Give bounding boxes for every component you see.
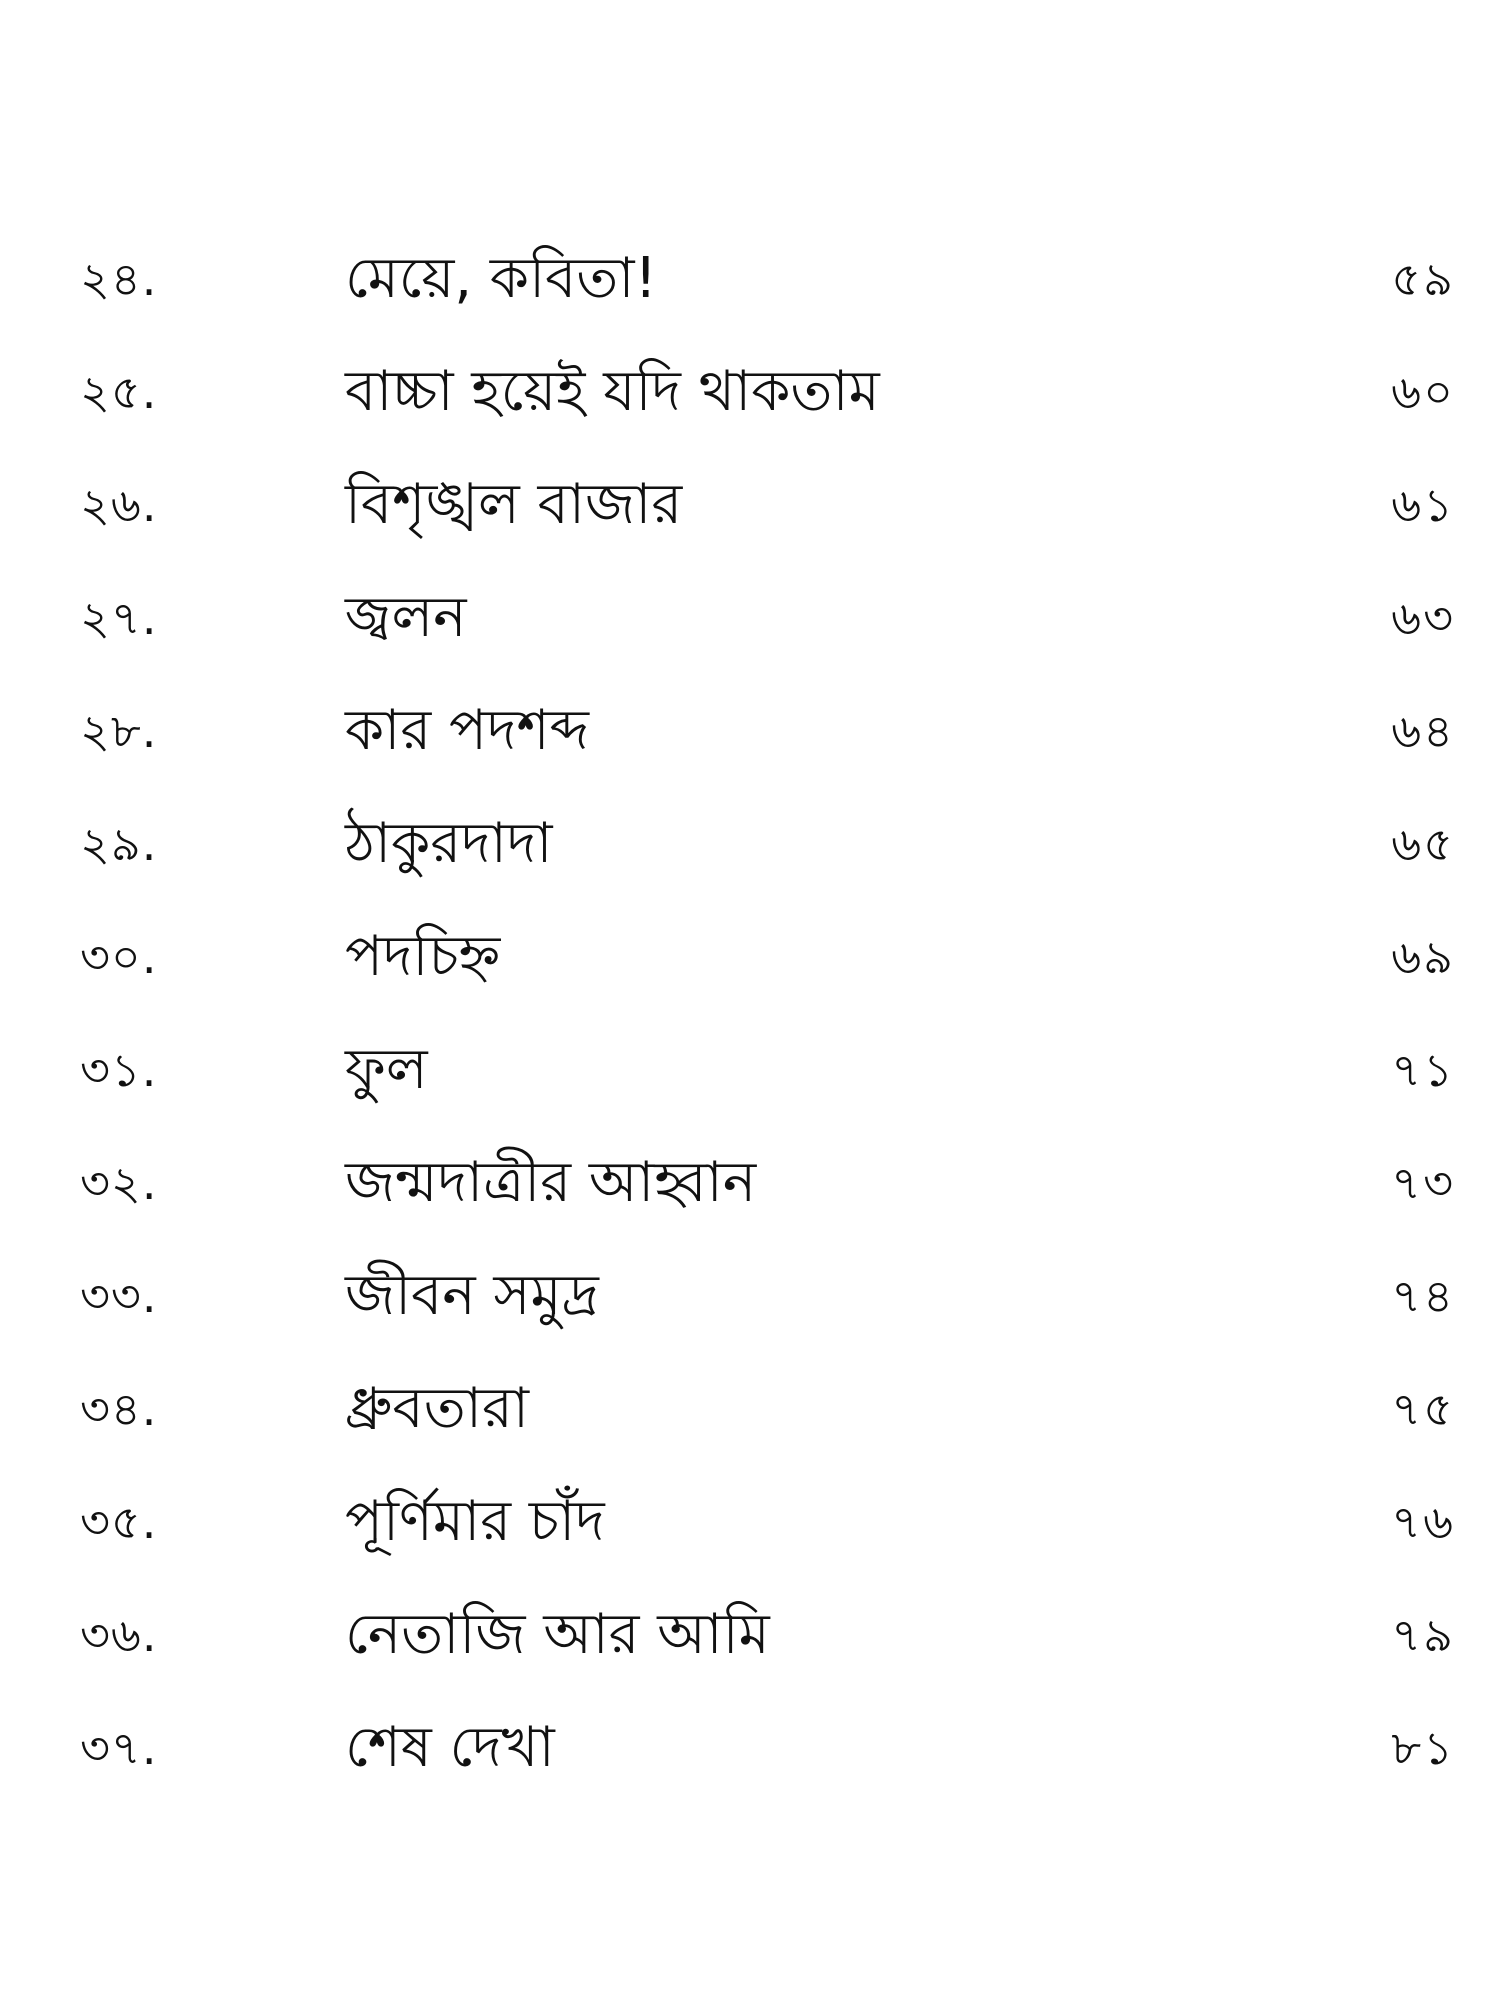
entry-page-number: ৬৯ xyxy=(1391,929,1455,984)
toc-entry[interactable] xyxy=(80,900,1455,1013)
toc-entry[interactable] xyxy=(80,335,1455,448)
entry-number: ৩৬. xyxy=(80,1607,158,1662)
entry-number: ২৮. xyxy=(80,703,158,758)
entry-title: জীবন সমুদ্র xyxy=(345,1262,599,1328)
entry-title: জ্বলন xyxy=(345,584,467,650)
entry-title: পূর্ণিমার চাঁদ xyxy=(345,1488,605,1554)
entry-number: ২৫. xyxy=(80,364,158,419)
entry-number: ২৬. xyxy=(80,477,158,532)
entry-title: পদচিহ্ন xyxy=(345,923,501,989)
entry-page-number: ৭১ xyxy=(1391,1042,1455,1097)
toc-entry[interactable] xyxy=(80,1239,1455,1352)
entry-title: মেয়ে, কবিতা! xyxy=(345,245,657,311)
entry-number: ৩১. xyxy=(80,1042,158,1097)
entry-title: শেষ দেখা xyxy=(345,1714,555,1780)
entry-number: ৩৫. xyxy=(80,1494,158,1549)
entry-page-number: ৫৯ xyxy=(1391,251,1455,306)
entry-page-number: ৭৩ xyxy=(1391,1155,1455,1210)
entry-page-number: ৬০ xyxy=(1391,364,1455,419)
entry-number: ২৪. xyxy=(80,251,158,306)
entry-number: ৩৪. xyxy=(80,1381,158,1436)
entry-title: জন্মদাত্রীর আহ্বান xyxy=(345,1149,757,1215)
toc-entry[interactable] xyxy=(80,561,1455,674)
entry-title: ধ্রুবতারা xyxy=(345,1375,530,1441)
entry-page-number: ৭৬ xyxy=(1391,1494,1455,1549)
entry-page-number: ৬৩ xyxy=(1391,590,1455,645)
toc-entry[interactable] xyxy=(80,1578,1455,1691)
entry-page-number: ৬৪ xyxy=(1391,703,1455,758)
entry-page-number: ৭৯ xyxy=(1391,1607,1455,1662)
entry-number: ৩০. xyxy=(80,929,158,984)
toc-entry[interactable] xyxy=(80,1465,1455,1578)
entry-page-number: ৬১ xyxy=(1391,477,1455,532)
entry-title: নেতাজি আর আমি xyxy=(345,1601,770,1667)
toc-entry[interactable] xyxy=(80,1013,1455,1126)
entry-title: বিশৃঙ্খল বাজার xyxy=(345,471,683,537)
toc-entry[interactable] xyxy=(80,1126,1455,1239)
toc-entry[interactable] xyxy=(80,674,1455,787)
toc-entry[interactable] xyxy=(80,1691,1455,1804)
entry-page-number: ৮১ xyxy=(1391,1720,1455,1775)
entry-number: ২৭. xyxy=(80,590,158,645)
toc-entry[interactable] xyxy=(80,787,1455,900)
entry-title: কার পদশব্দ xyxy=(345,697,589,763)
entry-page-number: ৭৫ xyxy=(1391,1381,1455,1436)
entry-number: ২৯. xyxy=(80,816,158,871)
entry-number: ৩৩. xyxy=(80,1268,158,1323)
toc-entry[interactable] xyxy=(80,448,1455,561)
entry-title: ফুল xyxy=(345,1036,428,1102)
table-of-contents xyxy=(80,222,1455,1804)
toc-entry[interactable] xyxy=(80,1352,1455,1465)
toc-entry[interactable] xyxy=(80,222,1455,335)
entry-title: বাচ্চা হয়েই যদি থাকতাম xyxy=(345,358,880,424)
entry-page-number: ৬৫ xyxy=(1391,816,1455,871)
entry-number: ৩৭. xyxy=(80,1720,158,1775)
entry-title: ঠাকুরদাদা xyxy=(345,810,553,876)
entry-number: ৩২. xyxy=(80,1155,158,1210)
entry-page-number: ৭৪ xyxy=(1391,1268,1455,1323)
